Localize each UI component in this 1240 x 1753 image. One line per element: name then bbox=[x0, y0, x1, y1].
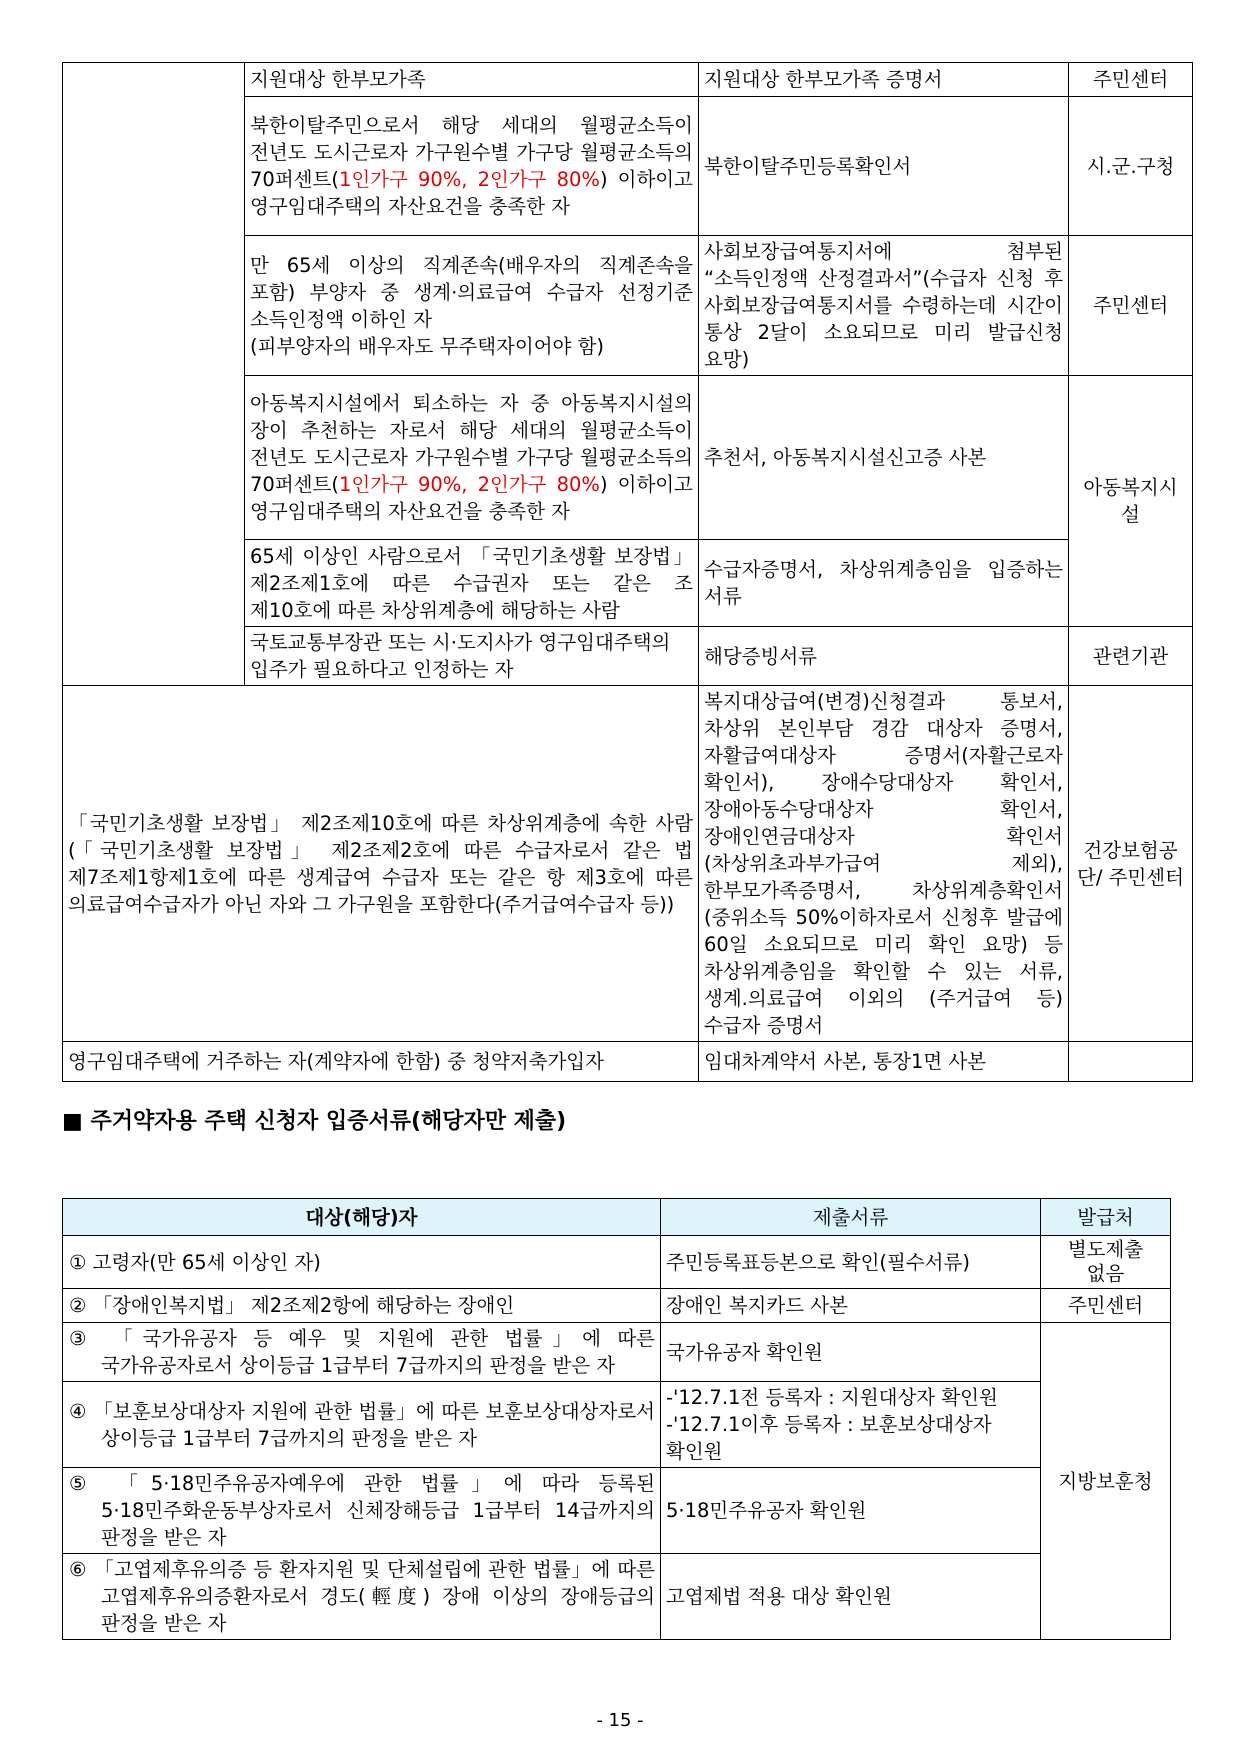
header-document: 제출서류 bbox=[661, 1199, 1041, 1236]
blank-category-cell bbox=[63, 63, 245, 686]
header-target: 대상(해당)자 bbox=[63, 1199, 661, 1236]
document-cell: -'12.7.1전 등록자 : 지원대상자 확인원 -'12.7.1이후 등록자 : 보훈보상대상자 확인원 bbox=[661, 1382, 1041, 1468]
document-cell: 5·18민주유공자 확인원 bbox=[661, 1468, 1041, 1554]
document-cell: 북한이탈주민등록확인서 bbox=[699, 97, 1069, 236]
document-cell: 장애인 복지카드 사본 bbox=[661, 1289, 1041, 1323]
target-cell: ⑥ 「고엽제후유의증 등 환자지원 및 단체설립에 관한 법률」에 따른 고엽제후유의증환자로서 경도(輕度) 장애 이상의 장애등급의 판정을 받은 자 bbox=[63, 1554, 661, 1640]
issuer-cell: 주민센터 bbox=[1069, 63, 1193, 97]
document-cell: 임대차계약서 사본, 통장1면 사본 bbox=[699, 1042, 1069, 1082]
issuer-cell: 지방보훈청 bbox=[1041, 1323, 1171, 1640]
document-cell: 주민등록표등본으로 확인(필수서류) bbox=[661, 1236, 1041, 1289]
target-cell: 지원대상 한부모가족 bbox=[245, 63, 699, 97]
issuer-cell: 건강보험공단/ 주민센터 bbox=[1069, 686, 1193, 1042]
document-cell: 사회보장급여통지서에 첨부된 “소득인정액 산정결과서”(수급자 신청 후 사회보장급여통지서를 수령하는데 시간이 통상 2달이 소요되므로 미리 발급신청 요망) bbox=[699, 236, 1069, 376]
issuer-cell: 주민센터 bbox=[1069, 236, 1193, 376]
target-cell: ① 고령자(만 65세 이상인 자) bbox=[63, 1236, 661, 1289]
document-cell: 국가유공자 확인원 bbox=[661, 1323, 1041, 1382]
target-cell: 영구임대주택에 거주하는 자(계약자에 한함) 중 청약저축가입자 bbox=[63, 1042, 699, 1082]
housing-vulnerable-documents-table bbox=[62, 1198, 1171, 1640]
target-cell: 65세 이상인 사람으로서 「국민기초생활 보장법」 제2조제1호에 따른 수급권자 또는 같은 조 제10호에 따른 차상위계층에 해당하는 사람 bbox=[245, 540, 699, 627]
issuer-cell: 아동복지시설 bbox=[1069, 376, 1193, 627]
target-cell: ⑤ 「5·18민주유공자예우에 관한 법률」에 따라 등록된 5·18민주화운동부상자로서 신체장해등급 1급부터 14급까지의 판정을 받은 자 bbox=[63, 1468, 661, 1554]
page-number: - 15 - bbox=[596, 1710, 644, 1731]
target-cell: ④ 「보훈보상대상자 지원에 관한 법률」에 따른 보훈보상대상자로서 상이등급 1급부터 7급까지의 판정을 받은 자 bbox=[63, 1382, 661, 1468]
target-cell: ② 「장애인복지법」 제2조제2항에 해당하는 장애인 bbox=[63, 1289, 661, 1323]
document-cell: 지원대상 한부모가족 증명서 bbox=[699, 63, 1069, 97]
target-cell: 만 65세 이상의 직계존속(배우자의 직계존속을 포함) 부양자 중 생계·의료급여 수급자 선정기준 소득인정액 이하인 자 (피부양자의 배우자도 무주택자이어야 함) bbox=[245, 236, 699, 376]
issuer-cell: 시.군.구청 bbox=[1069, 97, 1193, 236]
document-cell: 복지대상급여(변경)신청결과 통보서, 차상위 본인부담 경감 대상자 증명서, 자활급여대상자 증명서(자활근로자 확인서), 장애수당대상자 확인서, 장애아동수당대상자 확인서, 장애인연금대상자 확인서(차상위초과부가급여 제외), 한부모가족증명서, 차상위계층확인서(중위소득 50%이하자로서 신청후 발급에 60일 소요되므로 미리 확인 요망) 등 차상위계층임을 확인할 수 있는 서류, 생계.의료급여 이외의 (주거급여 등)수급자 증명서 bbox=[699, 686, 1069, 1042]
section-title: ■ 주거약자용 주택 신청자 입증서류(해당자만 제출) bbox=[62, 1109, 567, 1134]
issuer-cell: 주민센터 bbox=[1041, 1289, 1171, 1323]
target-cell: ③ 「국가유공자 등 예우 및 지원에 관한 법률」에 따른 국가유공자로서 상이등급 1급부터 7급까지의 판정을 받은 자 bbox=[63, 1323, 661, 1382]
target-cell: 「국민기초생활 보장법」 제2조제10호에 따른 차상위계층에 속한 사람(「국민기초생활 보장법」 제2조제2호에 따른 수급자로서 같은 법 제7조제1항제1호에 따른 생계급여 수급자 또는 같은 항 제3호에 따른 의료급여수급자가 아닌 자와 그 가구원을 포함한다(주거급여수급자 등)) bbox=[63, 686, 699, 1042]
target-cell: 아동복지시설에서 퇴소하는 자 중 아동복지시설의 장이 추천하는 자로서 해당 세대의 월평균소득이 전년도 도시근로자 가구원수별 가구당 월평균소득의 70퍼센트(1인가구 90%, 2인가구 80%) 이하이고 영구임대주택의 자산요건을 충족한 자 bbox=[245, 376, 699, 540]
target-cell: 국토교통부장관 또는 시·도지사가 영구임대주택의 입주가 필요하다고 인정하는 자 bbox=[245, 627, 699, 686]
header-issuer: 발급처 bbox=[1041, 1199, 1171, 1236]
document-cell: 수급자증명서, 차상위계층임을 입증하는 서류 bbox=[699, 540, 1069, 627]
document-cell: 추천서, 아동복지시설신고증 사본 bbox=[699, 376, 1069, 540]
target-cell: 북한이탈주민으로서 해당 세대의 월평균소득이 전년도 도시근로자 가구원수별 가구당 월평균소득의 70퍼센트(1인가구 90%, 2인가구 80%) 이하이고 영구임대주택의 자산요건을 충족한 자 bbox=[245, 97, 699, 236]
document-cell: 고엽제법 적용 대상 확인원 bbox=[661, 1554, 1041, 1640]
eligibility-documents-table bbox=[62, 62, 1193, 1082]
document-cell: 해당증빙서류 bbox=[699, 627, 1069, 686]
issuer-cell bbox=[1069, 1042, 1193, 1082]
issuer-cell: 별도제출 없음 bbox=[1041, 1236, 1171, 1289]
issuer-cell: 관련기관 bbox=[1069, 627, 1193, 686]
